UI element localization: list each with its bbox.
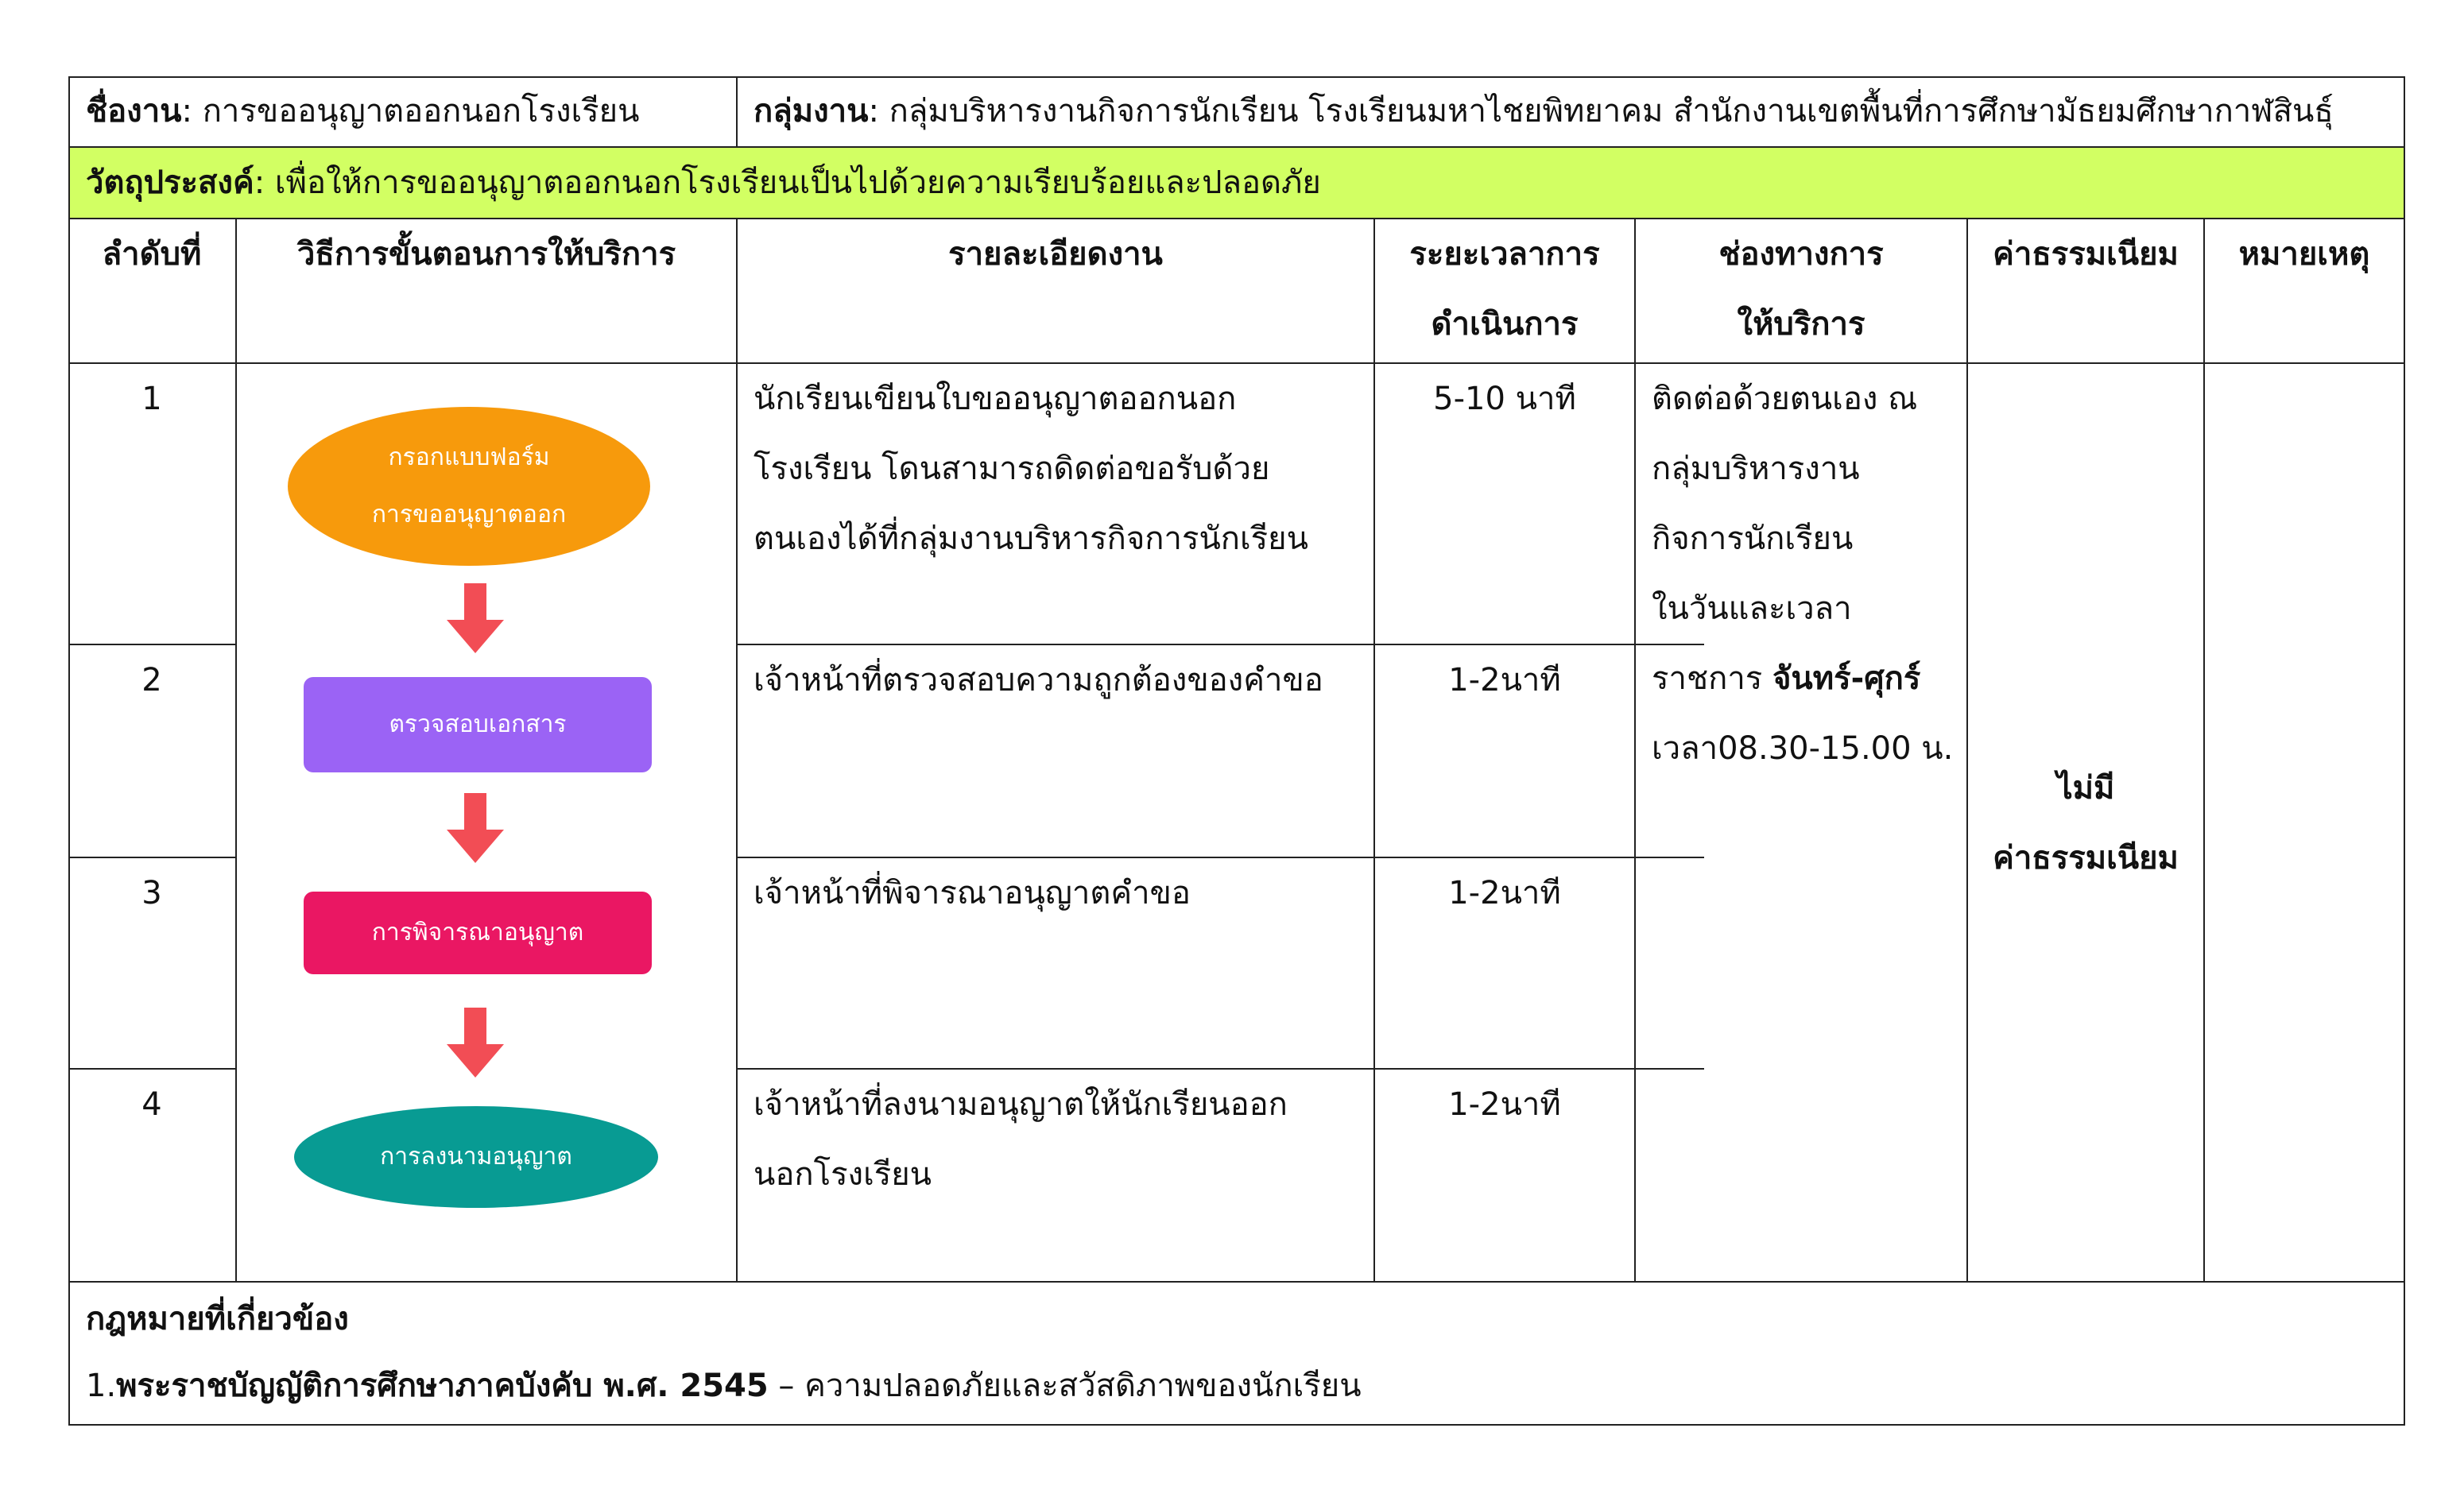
objective-cell <box>70 148 2404 218</box>
row-1-detail-line3: ตนเองได้ที่กลุ่มงานบริหารกิจการนักเรียน <box>754 520 1308 557</box>
work-group-cell <box>754 76 2399 146</box>
col-header-note: หมายเหตุ <box>2238 236 2370 273</box>
flow-step-fill-form <box>288 407 650 566</box>
channel-line3: กิจการนักเรียน <box>1652 520 1854 557</box>
job-name-cell <box>86 76 730 146</box>
flow-arrow-3 <box>447 1008 504 1079</box>
flow-arrow-2 <box>447 793 504 865</box>
col-header-fee: ค่าธรรมเนียม <box>1993 236 2179 273</box>
col-header-duration-line1: ระยะเวลาการ <box>1409 236 1600 273</box>
channel-line6: เวลา08.30-15.00 น. <box>1652 730 1954 767</box>
law-item-1-desc: – ความปลอดภัยและสวัสดิภาพของนักเรียน <box>768 1368 1362 1404</box>
row-4-detail <box>754 1070 1373 1209</box>
col-header-duration-line2: ดำเนินการ <box>1431 306 1579 342</box>
job-label: ชื่องาน <box>86 93 182 130</box>
col-header-detail: รายละเอียดงาน <box>948 236 1163 273</box>
col-header-channel <box>1636 219 1966 359</box>
row-4-detail-line1: เจ้าหน้าที่ลงนามอนุญาตให้นักเรียนออก <box>754 1086 1288 1123</box>
flow-step-sign-permission: การลงนามอนุญาต <box>294 1106 658 1208</box>
objective-label: วัตถุประสงค์ <box>86 164 254 201</box>
row-4-duration: 1-2นาที <box>1448 1086 1561 1123</box>
group-value: : กลุ่มบริหารงานกิจการนักเรียน โรงเรียนมหาไชยพิทยาคม สำนักงานเขตพื้นที่การศึกษามัธยมศึกษากาฬสินธุ์ <box>868 93 2334 130</box>
flow-step-fill-form-line2: การขออนุญาตออก <box>371 501 567 528</box>
row-3-duration: 1-2นาที <box>1448 875 1561 911</box>
col-header-channel-line1: ช่องทางการ <box>1718 236 1884 273</box>
flow-step-consider-permission: การพิจารณาอนุญาต <box>304 892 652 974</box>
channel-weekdays: จันทร์-ศุกร์ <box>1772 660 1921 697</box>
channel-line1: ติดต่อด้วยตนเอง ณ <box>1652 381 1918 417</box>
row-1-detail-line1: นักเรียนเขียนใบขออนุญาตออกนอก <box>754 381 1237 417</box>
col-header-duration <box>1375 219 1634 359</box>
row-1-duration: 5-10 นาที <box>1433 381 1576 417</box>
row-3-detail <box>754 858 1373 928</box>
row-2-duration: 1-2นาที <box>1448 662 1561 698</box>
fee-line2: ค่าธรรมเนียม <box>1993 840 2179 877</box>
flow-step-check-documents: ตรวจสอบเอกสาร <box>304 677 652 772</box>
row-2-detail <box>754 645 1373 715</box>
row-1-detail-line2: โรงเรียน โดนสามารถดิดต่อขอรับด้วย <box>754 451 1270 487</box>
objective-value: : เพื่อให้การขออนุญาตออกนอกโรงเรียนเป็นไปด้วยความเรียบร้อยและปลอดภัย <box>254 164 1321 201</box>
channel-line5: ราชการ จันทร์-ศุกร์ <box>1652 660 1921 697</box>
group-label: กลุ่มงาน <box>754 93 869 130</box>
channel-line4: ในวันและเวลา <box>1652 590 1852 627</box>
law-heading: กฎหมายที่เกี่ยวข้อง <box>86 1301 349 1337</box>
row-3-detail-line1: เจ้าหน้าที่พิจารณาอนุญาตคำขอ <box>754 875 1191 911</box>
flow-arrow-1 <box>447 583 504 655</box>
row-1-no: 1 <box>141 381 162 417</box>
service-procedure-table <box>68 76 2405 1426</box>
law-item-1: 1.พระราชบัญญัติการศึกษาภาคบังคับ พ.ศ. 2545 – ความปลอดภัยและสวัสดิภาพของนักเรียน <box>86 1368 1362 1404</box>
channel-line2: กลุ่มบริหารงาน <box>1652 451 1860 487</box>
row-3-no: 3 <box>141 875 162 911</box>
col-header-channel-line2: ให้บริการ <box>1737 306 1865 342</box>
row-2-detail-line1: เจ้าหน้าที่ตรวจสอบความถูกต้องของคำขอ <box>754 662 1323 698</box>
col-header-no: ลำดับที่ <box>102 236 202 273</box>
row-4-no: 4 <box>141 1086 162 1123</box>
law-item-1-title: พระราชบัญญัติการศึกษาภาคบังคับ พ.ศ. 2545 <box>116 1368 769 1404</box>
row-1-detail <box>754 364 1373 574</box>
col-header-process: วิธีการขั้นตอนการให้บริการ <box>296 236 676 273</box>
row-4-detail-line2: นอกโรงเรียน <box>754 1156 932 1193</box>
row-2-no: 2 <box>141 662 162 698</box>
job-value: : การขออนุญาตออกนอกโรงเรียน <box>181 93 640 130</box>
fee-cell <box>1968 753 2203 893</box>
service-channel <box>1652 364 1966 784</box>
fee-line1: ไม่มี <box>2056 770 2115 807</box>
flow-step-fill-form-line1: กรอกแบบฟอร์ม <box>388 443 550 471</box>
